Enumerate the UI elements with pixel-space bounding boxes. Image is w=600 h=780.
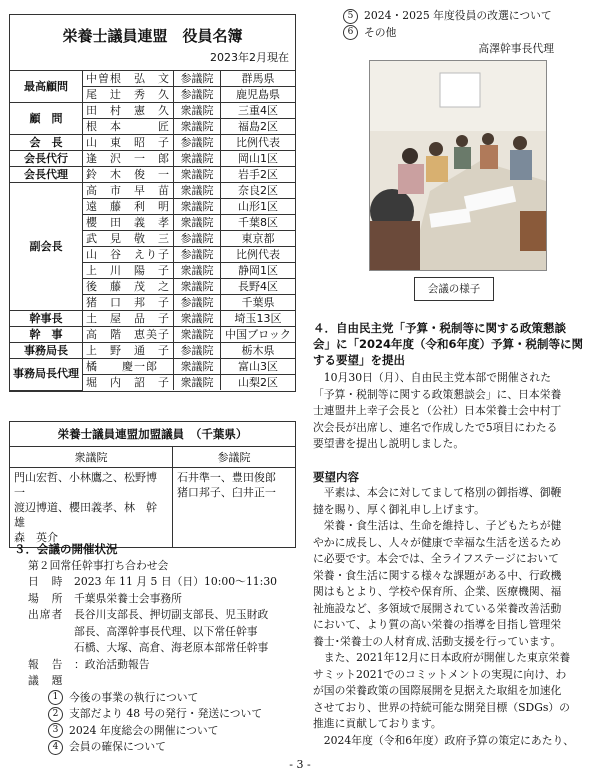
roster-district: 千葉8区: [221, 215, 296, 231]
roster-name: 尾 辻 秀 久: [83, 87, 174, 103]
roster-row: [10, 167, 295, 183]
roster-row: [10, 327, 295, 343]
member-list-title: 栄養士議員連盟加盟議員 （千葉県）: [10, 422, 295, 447]
agenda-number: 2: [48, 707, 63, 722]
meeting-intro: 第２回常任幹事打ち合わせ会: [28, 558, 169, 572]
member-line: 渡辺博道、櫻田義孝、林 幹雄: [14, 501, 157, 529]
roster-district: 比例代表: [221, 247, 296, 263]
policy-heading-line: ４．自由民主党「予算・税制等に関する政策懇談: [313, 321, 566, 335]
attendees-line: 部長、高澤幹事長代理、以下常任幹事: [74, 624, 258, 638]
roster-district: 群馬県: [221, 71, 296, 87]
roster-name: 土 屋 品 子: [83, 311, 174, 327]
agenda-number: 5: [343, 9, 358, 24]
roster-role: 顧 問: [10, 103, 83, 135]
attendees-label: 出席者: [28, 608, 64, 621]
policy-heading-line: する要望」を提出: [313, 353, 405, 367]
roster-role: 幹 事: [10, 327, 83, 343]
roster-name: 根 本 匠: [83, 119, 174, 135]
member-table: [10, 447, 295, 547]
text-line: やかに成長し、人々が健康で幸福な生活を送るため: [313, 535, 562, 549]
member-line: 門山宏哲、小林鷹之、松野博一: [14, 471, 157, 499]
report-label: 報 告: [28, 657, 64, 671]
agenda-list-right: [313, 8, 590, 58]
roster-district: 長野4区: [221, 279, 296, 295]
roster-district: 静岡1区: [221, 263, 296, 279]
roster-district: 鹿児島県: [221, 87, 296, 103]
roster-district: 埼玉13区: [221, 311, 296, 327]
roster-house: 衆議院: [174, 263, 221, 279]
roster-house: 衆議院: [174, 103, 221, 119]
text-line: サミット2021でのコミットメントの実現に向け、わ: [313, 667, 567, 681]
officer-roster: [9, 14, 296, 392]
agenda-item: [343, 25, 590, 42]
request-subheading: 要望内容: [313, 469, 359, 484]
roster-house: 参議院: [174, 135, 221, 151]
shugiin-heading: 衆議院: [10, 447, 172, 468]
roster-district: 千葉県: [221, 295, 296, 311]
roster-row: [10, 151, 295, 167]
signature: 高澤幹事長代理: [478, 42, 554, 55]
agenda-item: [48, 706, 299, 723]
photo-caption: 会議の様子: [414, 277, 494, 301]
roster-row: [10, 343, 295, 359]
agenda-text: 今後の事業の執行について: [69, 690, 199, 704]
policy-heading-line: 会」に「2024年度（令和6年度）予算・税制等に関: [313, 337, 584, 351]
policy-section: [313, 320, 590, 749]
text-line: が国の栄養政策の国際展開を見据えた取組を加速化: [313, 684, 562, 697]
agenda-text: 2024 年度総会の開催について: [69, 723, 219, 737]
agenda-item: [48, 723, 299, 740]
text-line: 「予算・税制等に関する政策懇談会」に、日本栄養: [313, 387, 562, 401]
roster-role: 事務局長代理: [10, 359, 83, 391]
roster-row: [10, 359, 295, 375]
agenda-text: 会員の確保について: [69, 740, 166, 753]
agenda-number: 6: [343, 25, 358, 40]
roster-name: 橘 慶一郎: [83, 359, 174, 375]
text-line: させており、世界の持続可能な開発目標（SDGs）の: [313, 700, 570, 714]
text-line: に必要です。本会では、全ライフステージにおいて: [313, 552, 559, 565]
roster-role: 幹事長: [10, 311, 83, 327]
text-line: 要望書を提出し説明しました。: [313, 437, 465, 450]
member-line: 森 英介: [14, 531, 58, 544]
text-line: 士連盟井上幸子会長と（公社）日本栄養士会中村丁: [313, 404, 562, 417]
roster-house: 衆議院: [174, 359, 221, 375]
roster-house: 衆議院: [174, 327, 221, 343]
roster-row: [10, 135, 295, 151]
report-value: ：政治活動報告: [74, 657, 150, 671]
meeting-photo: [369, 60, 547, 271]
roster-name: 鈴 木 俊 一: [83, 167, 174, 183]
roster-house: 参議院: [174, 295, 221, 311]
attendees-line: 長谷川支部長、押切副支部長、児玉財政: [74, 608, 269, 621]
roster-name: 逢 沢 一 郎: [83, 151, 174, 167]
roster-district: 東京都: [221, 231, 296, 247]
roster-district: 栃木県: [221, 343, 296, 359]
agenda-label: 議 題: [28, 674, 64, 687]
member-line: 猪口邦子、臼井正一: [176, 486, 276, 499]
meeting-photo-image: [370, 61, 546, 270]
text-line: 撻を賜り、厚く御礼申し上げます。: [313, 502, 485, 516]
roster-title: 栄養士議員連盟 役員名簿: [62, 27, 243, 45]
member-list-box: [9, 421, 296, 548]
roster-district: 福島2区: [221, 119, 296, 135]
text-line: 10月30日（月）、自由民主党本部で開催された: [323, 371, 552, 384]
policy-paragraph: [313, 370, 590, 453]
roster-name: 高 市 早 苗: [83, 183, 174, 199]
roster-house: 衆議院: [174, 375, 221, 391]
request-body: [313, 485, 590, 749]
agenda-text: 2024・2025 年度役員の改選について: [364, 9, 552, 22]
agenda-number: 1: [48, 690, 63, 705]
roster-house: 参議院: [174, 231, 221, 247]
date-label: 日 時: [28, 575, 64, 588]
sangiin-heading: 参議院: [172, 447, 295, 468]
roster-house: 衆議院: [174, 151, 221, 167]
roster-name: 櫻 田 義 孝: [83, 215, 174, 231]
roster-district: 山形1区: [221, 199, 296, 215]
attendees-value: [74, 607, 299, 657]
roster-row: [10, 103, 295, 119]
roster-district: 比例代表: [221, 135, 296, 151]
agenda-text: 支部だより 48 号の発行・発送について: [69, 707, 263, 720]
sangiin-members: [172, 468, 295, 548]
text-line: 栄養・食生活に関する様々な課題がある中、行政機: [313, 568, 562, 582]
roster-name: 猪 口 邦 子: [83, 295, 174, 311]
agenda-item: [48, 690, 299, 707]
attendees-line: 石橋、大塚、高倉、海老原本部常任幹事: [74, 641, 269, 654]
roster-name: 上 川 陽 子: [83, 263, 174, 279]
place-label: 場 所: [28, 591, 64, 605]
roster-district: 岡山1区: [221, 151, 296, 167]
roster-table: [10, 71, 295, 391]
roster-name: 後 藤 茂 之: [83, 279, 174, 295]
roster-house: 参議院: [174, 343, 221, 359]
text-line: 平素は、本会に対してまして格別の御指導、御鞭: [323, 486, 562, 499]
roster-role: 副会長: [10, 183, 83, 311]
roster-role: 会長代行: [10, 151, 83, 167]
roster-house: 衆議院: [174, 119, 221, 135]
roster-header: [10, 15, 295, 71]
roster-house: 衆議院: [174, 199, 221, 215]
roster-role: 事務局長: [10, 343, 83, 359]
roster-name: 堀 内 詔 子: [83, 375, 174, 391]
roster-name: 山 谷 えり子: [83, 247, 174, 263]
roster-name: 遠 藤 利 明: [83, 199, 174, 215]
roster-house: 衆議院: [174, 167, 221, 183]
roster-district: 中国ブロック: [221, 327, 296, 343]
roster-house: 衆議院: [174, 183, 221, 199]
roster-row: [10, 311, 295, 327]
place-value: 千葉県栄養士会事務所: [74, 591, 182, 605]
text-line: 2024年度（令和6年度）政府予算の策定にあたり、: [323, 733, 575, 747]
roster-name: 田 村 憲 久: [83, 103, 174, 119]
text-line: において、より質の高い栄養の指導を目指し管理栄: [313, 618, 562, 631]
text-line: 推進に貢献しております。: [313, 717, 442, 730]
member-line: 石井準一、豊田俊郎: [176, 471, 276, 484]
agenda-list-left: [14, 690, 299, 756]
roster-role: 最高顧問: [10, 71, 83, 103]
text-line: 栄養・食生活は、生命を維持し、子どもたちが健: [323, 519, 562, 532]
roster-house: 参議院: [174, 87, 221, 103]
text-line: 次会長が出席し、連名で作成したで5項目にわたる: [313, 420, 558, 434]
roster-house: 参議院: [174, 71, 221, 87]
date-value: 2023 年 11 月 5 日（日）10:00～11:30: [74, 575, 278, 588]
roster-name: 山 東 昭 子: [83, 135, 174, 151]
shugiin-members: [10, 468, 172, 548]
roster-house: 衆議院: [174, 279, 221, 295]
roster-district: 山梨2区: [221, 375, 296, 391]
agenda-item: [343, 8, 590, 25]
meeting-section: [14, 541, 299, 756]
roster-house: 参議院: [174, 247, 221, 263]
roster-name: 高 階 恵美子: [83, 327, 174, 343]
roster-row: [10, 71, 295, 87]
roster-district: 奈良2区: [221, 183, 296, 199]
roster-name: 武 見 敬 三: [83, 231, 174, 247]
text-line: 関はもとより、学校や保育所、企業、医療機関、福: [313, 585, 562, 598]
roster-name: 中曽根 弘 文: [83, 71, 174, 87]
page-number: - 3 -: [289, 758, 311, 771]
roster-role: 会 長: [10, 135, 83, 151]
meeting-heading: ３．会議の開催状況: [14, 542, 118, 556]
text-line: 養士･栄養士の人材育成､活動支援を行っています｡: [313, 634, 556, 648]
roster-house: 衆議院: [174, 311, 221, 327]
roster-row: [10, 183, 295, 199]
roster-house: 衆議院: [174, 215, 221, 231]
text-line: 祉施設など、多領域で展開されている栄養改善活動: [313, 601, 562, 615]
roster-district: 岩手2区: [221, 167, 296, 183]
policy-heading: [313, 320, 590, 368]
roster-name: 上 野 通 子: [83, 343, 174, 359]
roster-district: 富山3区: [221, 359, 296, 375]
roster-date: 2023年2月現在: [210, 51, 289, 64]
roster-district: 三重4区: [221, 103, 296, 119]
agenda-text: その他: [364, 25, 397, 39]
text-line: また、2021年12月に日本政府が開催した東京栄養: [323, 651, 571, 664]
roster-role: 会長代理: [10, 167, 83, 183]
agenda-item: [48, 739, 299, 756]
agenda-number: 4: [48, 740, 63, 755]
agenda-number: 3: [48, 723, 63, 738]
